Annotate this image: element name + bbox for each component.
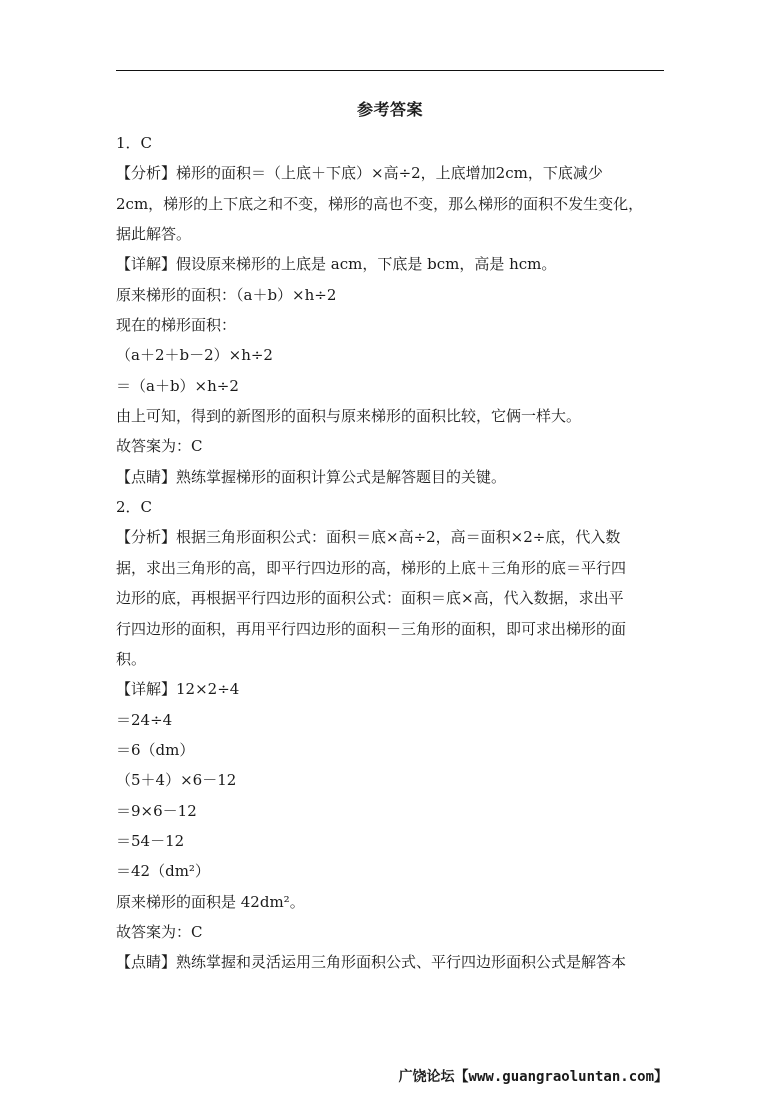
text-line: 原来梯形的面积是 42dm²。: [116, 892, 305, 911]
text-line: 【分析】梯形的面积＝（上底＋下底）×高÷2，上底增加2cm，下底减少: [116, 164, 603, 183]
text-line: （a＋2＋b－2）×h÷2: [116, 346, 273, 365]
text-line: 故答案为：C: [116, 437, 203, 456]
text-line: （5＋4）×6－12: [116, 771, 237, 790]
answer-content: [116, 128, 668, 978]
header-rule: [116, 70, 664, 71]
text-line: ＝6（dm）: [116, 740, 195, 759]
text-line: ＝（a＋b）×h÷2: [116, 376, 239, 395]
text-line: 【分析】根据三角形面积公式：面积＝底×高÷2，高＝面积×2÷底，代入数: [116, 528, 621, 547]
text-line: 由上可知，得到的新图形的面积与原来梯形的面积比较，它俩一样大。: [116, 407, 582, 426]
text-line: 现在的梯形面积：: [116, 316, 237, 335]
text-line: 【点睛】熟练掌握梯形的面积计算公式是解答题目的关键。: [116, 467, 507, 486]
text-line: 积。: [116, 649, 147, 668]
text-line: ＝54－12: [116, 831, 185, 850]
text-line: 据，求出三角形的高，即平行四边形的高，梯形的上底＋三角形的底＝平行四: [116, 558, 627, 577]
text-line: 边形的底，再根据平行四边形的面积公式：面积＝底×高，代入数据，求出平: [116, 589, 624, 608]
text-line: 2cm，梯形的上下底之和不变，梯形的高也不变，那么梯形的面积不发生变化，: [116, 194, 644, 213]
text-line: ＝42（dm²）: [116, 862, 210, 881]
text-line: ＝9×6－12: [116, 801, 197, 820]
text-line: 【详解】假设原来梯形的上底是 acm，下底是 bcm，高是 hcm。: [116, 255, 557, 274]
footer-watermark: 广饶论坛【www.guangraoluntan.com】: [398, 1069, 668, 1085]
text-line: 行四边形的面积，再用平行四边形的面积－三角形的面积，即可求出梯形的面: [116, 619, 627, 638]
page-title: 参考答案: [356, 100, 423, 119]
text-line: 据此解答。: [116, 225, 192, 244]
text-line: 1．C: [116, 134, 153, 152]
text-line: 故答案为：C: [116, 922, 203, 941]
text-line: 2．C: [116, 498, 153, 517]
text-line: 【点睛】熟练掌握和灵活运用三角形面积公式、平行四边形面积公式是解答本: [116, 953, 627, 972]
text-line: 【详解】12×2÷4: [116, 680, 240, 699]
text-line: 原来梯形的面积：（a＋b）×h÷2: [116, 285, 337, 304]
text-line: ＝24÷4: [116, 710, 173, 729]
